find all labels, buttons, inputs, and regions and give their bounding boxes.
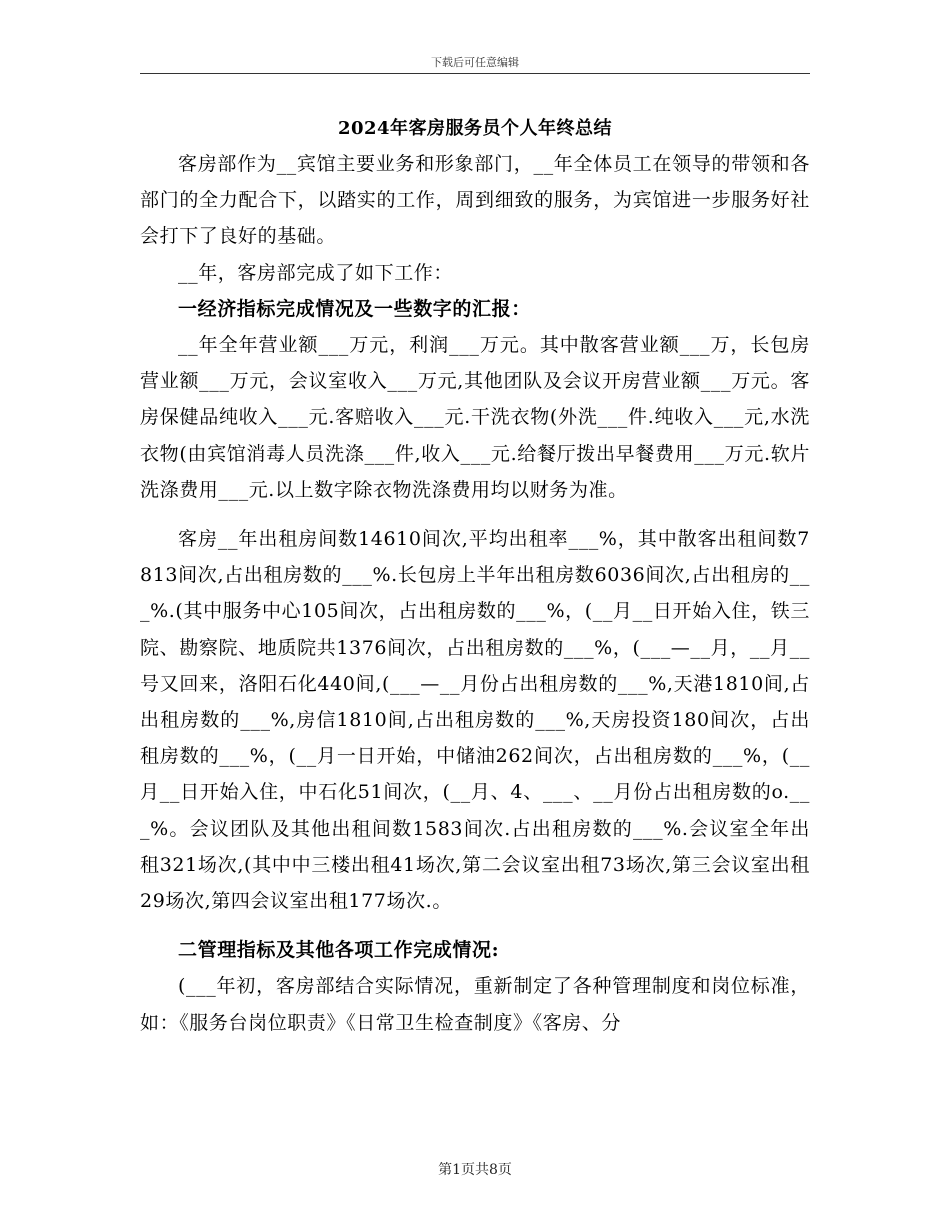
paragraph-occupancy: 客房__年出租房间数14610间次,平均出租率___%，其中散客出租间数7813间次,占出租房数的___%.长包房上半年出租房数6036间次,占出租房的___%.(其中服务中心105间次，占出租房数的___%，(__月__日开始入住，铁三院、勘察院、地质院共1376间次，占出租房数的___%，(___—__月，__月__号又回来，洛阳石化440间,(___—__月份占出租房数的___%,天港1810间,占出租房数的___%,房信1810间,占出租房数的___%,天房投资180间次，占出租房数的___%，(__月一日开始，中储油262间次，占出租房数的___%，(__月__日开始入住，中石化51间次，(__月、4、___、__月份占出租房数的o.___%。会议团队及其他出租间数1583间次.占出租房数的___%.会议室全年出租321场次,(其中中三楼出租41场次,第二会议室出租73场次,第三会议室出租29场次,第四会议室出租177场次.。 bbox=[140, 528, 810, 913]
paragraph-work-summary: __年，客房部完成了如下工作： bbox=[178, 261, 454, 284]
paragraph-revenue: __年全年营业额___万元，利润___万元。其中散客营业额___万，长包房营业额___万元，会议室收入___万元,其他团队及会议开房营业额___万元。客房保健品纯收入___元.客赔收入___元.干洗衣物(外洗___件.纯收入___元,水洗衣物(由宾馆消毒人员洗涤___件,收入___元.给餐厅拨出早餐费用___万元.软片洗涤费用___元.以上数字除衣物洗涤费用均以财务为准。 bbox=[140, 334, 810, 501]
page-number: 第1页共8页 bbox=[438, 1162, 512, 1178]
header-note: 下载后可任意编辑 bbox=[431, 56, 519, 69]
paragraph-intro: 客房部作为__宾馆主要业务和形象部门，__年全体员工在领导的带领和各部门的全力配合下，以踏实的工作，周到细致的服务，为宾馆进一步服务好社会打下了良好的基础。 bbox=[140, 153, 810, 248]
section-heading-management: 二管理指标及其他各项工作完成情况: bbox=[178, 939, 500, 962]
document-body bbox=[140, 146, 810, 1041]
header-divider bbox=[140, 73, 810, 74]
paragraph-management: (___年初，客房部结合实际情况，重新制定了各种管理制度和岗位标准，如：《服务台岗位职责》《日常卫生检查制度》《客房、分 bbox=[140, 975, 810, 1034]
document-title: 2024年客房服务员个人年终总结 bbox=[337, 118, 613, 139]
section-heading-economic: 一经济指标完成情况及一些数字的汇报： bbox=[178, 297, 531, 320]
